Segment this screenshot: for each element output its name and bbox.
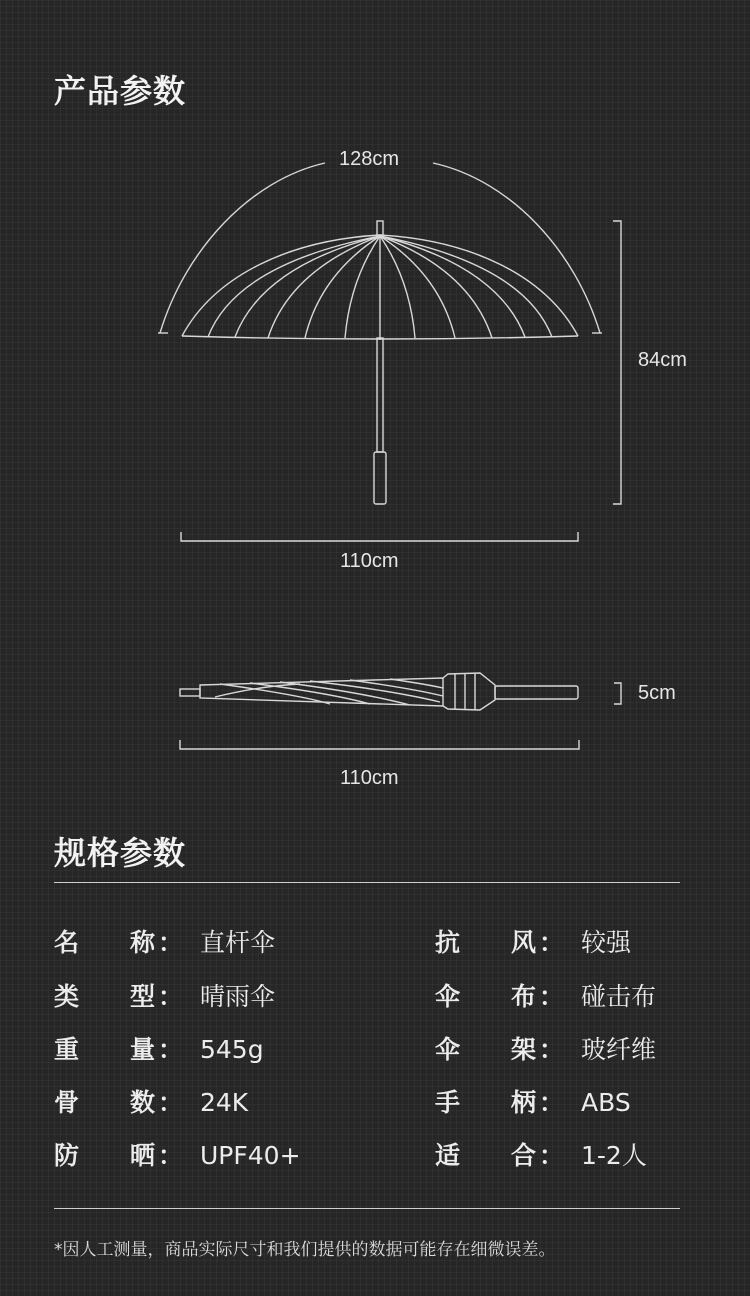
open-width-label: 110cm xyxy=(340,550,399,572)
height-label: 84cm xyxy=(638,349,687,371)
spec-value: 碰击布 xyxy=(581,982,657,1011)
product-params-title: 产品参数 xyxy=(54,72,187,110)
bottom-divider xyxy=(54,1208,680,1209)
open-umbrella xyxy=(182,221,578,504)
spec-value: 较强 xyxy=(581,928,632,957)
folded-length-bracket xyxy=(180,740,579,749)
measurement-footnote: *因人工测量，商品实际尺寸和我们提供的数据可能存在细微误差。 xyxy=(54,1240,556,1260)
folded-diameter-label: 5cm xyxy=(638,682,676,704)
spec-params-title: 规格参数 xyxy=(54,834,187,872)
folded-length-label: 110cm xyxy=(340,767,399,789)
spec-value: 545g xyxy=(200,1035,264,1064)
spec-value: UPF40+ xyxy=(200,1141,301,1170)
span-label: 128cm xyxy=(339,148,400,170)
spec-value: 直杆伞 xyxy=(200,928,276,957)
folded-diameter-bracket xyxy=(614,683,621,704)
top-divider xyxy=(54,882,680,883)
folded-umbrella xyxy=(180,673,578,710)
spec-value: 晴雨伞 xyxy=(200,982,276,1011)
spec-value: 玻纤维 xyxy=(581,1035,657,1064)
open-width-bracket xyxy=(181,532,578,541)
spec-value: 24K xyxy=(200,1088,249,1117)
spec-value: 1-2人 xyxy=(581,1141,647,1170)
height-bracket xyxy=(613,221,621,504)
spec-value: ABS xyxy=(581,1088,631,1117)
